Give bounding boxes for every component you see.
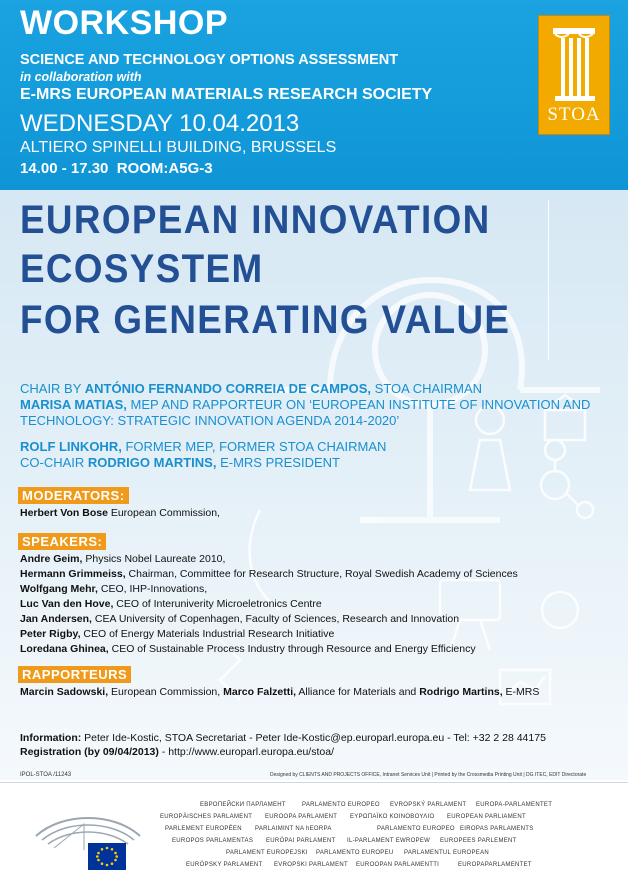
column-icon: [547, 24, 601, 104]
title-divider: [548, 200, 549, 360]
parliament-name: PARLEMENT EUROPÉEN: [165, 826, 242, 832]
chair-name: MARISA MATIAS,: [20, 397, 127, 412]
parliament-name: EURÓPAI PARLAMENT: [266, 838, 336, 844]
parliament-name: ΕΥΡΩΠΑΪΚΟ ΚΟΙΝΟΒΟΥΛΙΟ: [350, 814, 435, 820]
person-role: E-MRS: [502, 686, 540, 698]
person-role: CEO of Interuniverity Microeletronics Centre: [113, 598, 322, 610]
chair-role: MEP AND RAPPORTEUR ON ‘EUROPEAN INSTITUTE OF INNOVATION AND: [126, 397, 591, 412]
registration-label: Registration (by 09/04/2013): [20, 746, 159, 758]
registration-url[interactable]: - http://www.europarl.europa.eu/stoa/: [158, 746, 334, 758]
person-role: European Commission,: [107, 507, 220, 519]
person-name: Marcin Sadowski,: [20, 686, 109, 698]
person-role: Chairman, Committee for Research Structure, Royal Swedish Academy of Sciences: [125, 568, 518, 580]
parliament-name: EURÓPSKY PARLAMENT: [186, 862, 263, 868]
person-role: CEO of Energy Materials Industrial Research Initiative: [80, 628, 335, 640]
parliament-name: PARLAMENT EUROPEJSKI: [226, 850, 308, 856]
person-name: Marco Falzetti,: [223, 686, 297, 698]
chair-name: ANTÓNIO FERNANDO CORREIA DE CAMPOS,: [84, 381, 372, 396]
parliament-name: PARLAMENTO EUROPEO: [302, 802, 380, 808]
person-name: Herbert Von Bose: [20, 507, 108, 519]
stoa-logo: [538, 15, 610, 135]
rapporteurs-line: [20, 686, 539, 698]
sto-subheading: SCIENCE AND TECHNOLOGY OPTIONS ASSESSMENT: [20, 52, 399, 68]
person-role: CEA University of Copenhagen, Faculty of Sciences, Research and Innovation: [91, 613, 460, 625]
person-role: CEO, IHP-Innovations,: [97, 583, 208, 595]
workshop-heading: WORKSHOP: [20, 4, 228, 42]
chair-line: TECHNOLOGY: STRATEGIC INNOVATION AGENDA 2014-2020’: [20, 413, 400, 428]
speakers-label: SPEAKERS:: [18, 533, 106, 550]
room-label: ROOM:: [116, 160, 169, 177]
speaker-item: [20, 598, 322, 610]
parliament-name: IL-PARLAMENT EWROPEW: [347, 838, 431, 844]
event-date: WEDNESDAY 10.04.2013: [20, 110, 300, 137]
parliament-name: EUROPÄISCHES PARLAMENT: [160, 814, 253, 820]
person-name: Loredana Ghinea,: [20, 643, 109, 655]
chair-line: [20, 455, 340, 470]
speaker-item: [20, 628, 334, 640]
parliament-name: EUROOPA PARLAMENT: [265, 814, 338, 820]
moderator-item: [20, 507, 220, 519]
person-name: Luc Van den Hove,: [20, 598, 114, 610]
speaker-item: [20, 568, 518, 580]
chair-prefix: CHAIR BY: [20, 381, 85, 396]
information-line: [20, 732, 546, 744]
rapporteurs-label: RAPPORTEURS: [18, 666, 131, 683]
information-text: Peter Ide-Kostic, STOA Secretariat - Peter Ide-Kostic@ep.europarl.europa.eu - Tel: +32 2 28 44175: [81, 732, 546, 744]
eu-flag-icon: [88, 843, 126, 870]
person-name: Andre Geim,: [20, 553, 83, 565]
emrs-heading: E-MRS EUROPEAN MATERIALS RESEARCH SOCIETY: [20, 86, 433, 103]
parliament-name: EUROPOS PARLAMENTAS: [172, 838, 254, 844]
information-label: Information:: [20, 732, 82, 744]
registration-line: [20, 746, 334, 758]
person-name: Wolfgang Mehr,: [20, 583, 98, 595]
chair-prefix: CO-CHAIR: [20, 455, 88, 470]
person-name: Peter Rigby,: [20, 628, 81, 640]
parliament-name: PARLAMENTO EUROPEO: [377, 826, 455, 832]
reference-code: IPOL-STOA /11243: [20, 772, 72, 778]
speaker-item: [20, 553, 225, 565]
collab-text: in collaboration with: [20, 70, 142, 84]
title-line-1: EUROPEAN INNOVATION: [20, 198, 491, 242]
chair-role: E-MRS PRESIDENT: [216, 455, 340, 470]
parliament-name: EIROPAS PARLAMENTS: [460, 826, 534, 832]
parliament-name: EUROPEAN PARLIAMENT: [447, 814, 526, 820]
header-banner: [0, 0, 628, 190]
parliament-name: PARLAIMINT NA hEORPA: [255, 826, 332, 832]
person-role: Alliance for Materials and: [296, 686, 417, 698]
chair-role: STOA CHAIRMAN: [371, 381, 483, 396]
parliament-name: EVROPSKI PARLAMENT: [274, 862, 348, 868]
parliament-name: EVROPSKÝ PARLAMENT: [390, 802, 467, 808]
parliament-name: PARLAMENTUL EUROPEAN: [404, 850, 490, 856]
chair-name: ROLF LINKOHR,: [20, 439, 122, 454]
design-credits: Designed by CLIENTS AND PROJECTS OFFICE, Intranet Services Unit | Printed by the Crossmedia Printing Unit | DG ITEC, EDIT Directorate: [270, 772, 587, 778]
time-value: 14.00 - 17.30: [20, 160, 109, 177]
chair-name: RODRIGO MARTINS,: [87, 455, 217, 470]
parliament-name: EUROPA-PARLAMENTET: [476, 802, 553, 808]
parliament-name: EUROPEES PARLEMENT: [440, 838, 517, 844]
person-role: Physics Nobel Laureate 2010,: [82, 553, 226, 565]
speaker-item: [20, 643, 476, 655]
title-line-3: FOR GENERATING VALUE: [20, 298, 511, 342]
event-time: [20, 160, 213, 177]
person-name: Jan Andersen,: [20, 613, 92, 625]
stoa-logo-text: STOA: [547, 104, 601, 125]
parliament-name: ЕВРОПЕЙСКИ ПАРЛАМЕНТ: [200, 802, 286, 808]
person-name: Rodrigo Martins,: [419, 686, 503, 698]
footer-divider: [0, 782, 628, 783]
chair-line: [20, 381, 482, 396]
speaker-item: [20, 583, 207, 595]
speaker-item: [20, 613, 459, 625]
parliament-name: EUROOPAN PARLAMENTTI: [356, 862, 440, 868]
moderators-label: MODERATORS:: [18, 487, 129, 504]
chair-line: [20, 439, 386, 454]
title-line-2: ECOSYSTEM: [20, 247, 264, 291]
chair-line: [20, 397, 590, 412]
parliament-name: EUROPAPARLAMENTET: [458, 862, 532, 868]
person-role: European Commission,: [108, 686, 221, 698]
room-value: A5G-3: [168, 160, 213, 177]
parliament-name: PARLAMENTO EUROPEU: [316, 850, 394, 856]
chair-role: FORMER MEP, FORMER STOA CHAIRMAN: [121, 439, 387, 454]
event-place: ALTIERO SPINELLI BUILDING, BRUSSELS: [20, 139, 337, 156]
person-name: Hermann Grimmeiss,: [20, 568, 126, 580]
person-role: CEO of Sustainable Process Industry through Resource and Energy Efficiency: [108, 643, 476, 655]
